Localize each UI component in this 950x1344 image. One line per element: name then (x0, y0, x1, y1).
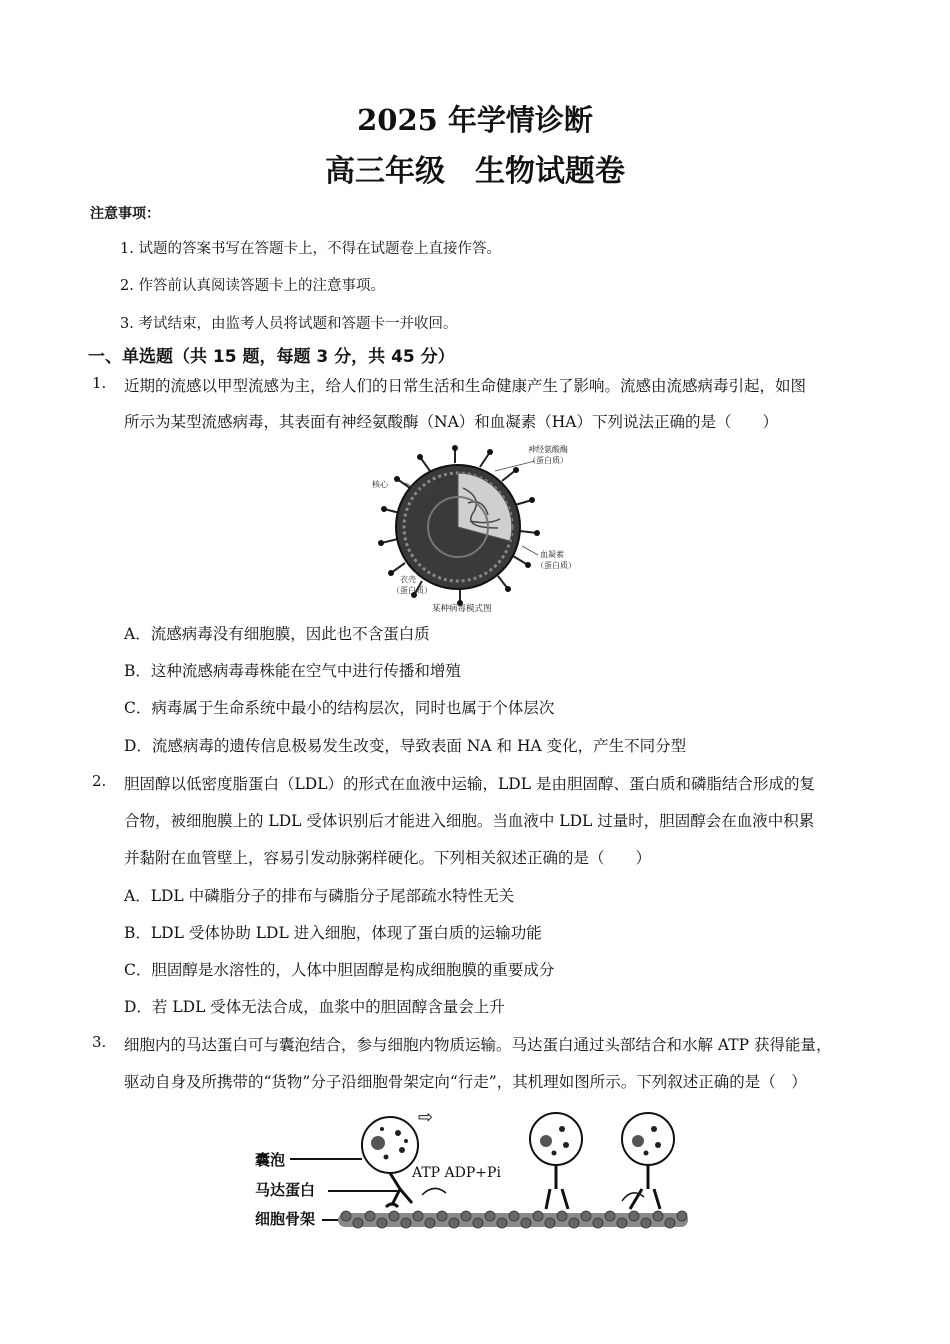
question-stem-line: 所示为某型流感病毒，其表面有神经氨酸酶（NA）和血凝素（HA）下列说法正确的是（ ） (124, 413, 778, 431)
exam-title-line1: 2025 年学情诊断 (357, 103, 593, 137)
question-stem-line: 近期的流感以甲型流感为主，给人们的日常生活和生命健康产生了影响。流感由流感病毒引起，如图 (124, 377, 807, 395)
notice-heading: 注意事项： (90, 206, 160, 222)
label-cytoskeleton: 细胞骨架 (255, 1210, 316, 1228)
virus-model-figure (360, 443, 590, 613)
question-stem-line: 合物，被细胞膜上的 LDL 受体识别后才能进入细胞。当血液中 LDL 过量时，胆固醇会在血液中积累 (124, 812, 815, 830)
label-vesicle: 囊泡 (255, 1151, 286, 1169)
question-stem-line: 并黏附在血管壁上，容易引发动脉粥样硬化。下列相关叙述正确的是（ ） (124, 849, 652, 867)
question-number: 1. (92, 374, 107, 392)
notice-item: 2. 作答前认真阅读答题卡上的注意事项。 (120, 278, 385, 294)
question-stem-line: 细胞内的马达蛋白可与囊泡结合，参与细胞内物质运输。马达蛋白通过头部结合和水解 ATP 获得能量， (124, 1036, 832, 1054)
notice-item: 3. 考试结束，由监考人员将试题和答题卡一并收回。 (120, 316, 458, 332)
notice-item: 1. 试题的答案书写在答题卡上，不得在试题卷上直接作答。 (120, 241, 501, 257)
option-d: D．流感病毒的遗传信息极易发生改变，导致表面 NA 和 HA 变化，产生不同分型 (124, 737, 687, 755)
label-neuraminidase-sub: （蛋白质） (528, 456, 568, 465)
option-a: A．流感病毒没有细胞膜，因此也不含蛋白质 (124, 625, 430, 643)
option-c: C．胆固醇是水溶性的，人体中胆固醇是构成细胞膜的重要成分 (124, 961, 555, 979)
label-motor-protein: 马达蛋白 (255, 1181, 316, 1199)
label-core: 核心 (372, 480, 388, 489)
question-stem-line: 驱动自身及所携带的“货物”分子沿细胞骨架定向“行走”，其机理如图所示。下列叙述正确的是（ ） (124, 1073, 807, 1091)
vesicle-3 (622, 1113, 674, 1209)
motor-protein-figure (250, 1105, 695, 1235)
figure-caption: 某种病毒模式图 (432, 604, 492, 613)
section-title: 一、单选题（共 15 题，每题 3 分，共 45 分） (88, 347, 455, 367)
question-number: 2. (92, 772, 107, 790)
option-b: B．这种流感病毒毒株能在空气中进行传播和增殖 (124, 662, 461, 680)
vesicle-1 (362, 1117, 446, 1207)
cytoskeleton-filament (338, 1211, 688, 1228)
exam-title-line2: 高三年级 生物试题卷 (325, 154, 625, 189)
option-d: D．若 LDL 受体无法合成，血浆中的胆固醇含量会上升 (124, 998, 505, 1016)
option-c: C．病毒属于生命系统中最小的结构层次，同时也属于个体层次 (124, 699, 555, 717)
label-hemagglutinin: 血凝素 (540, 550, 564, 559)
atp-reaction-label: ATP ADP+Pi (412, 1165, 501, 1181)
direction-arrow: ⇨ (418, 1107, 434, 1128)
option-b: B．LDL 受体协助 LDL 进入细胞，体现了蛋白质的运输功能 (124, 924, 542, 942)
label-capsid-sub: （蛋白质） (392, 586, 432, 595)
question-stem-line: 胆固醇以低密度脂蛋白（LDL）的形式在血液中运输，LDL 是由胆固醇、蛋白质和磷脂结合形成的复 (124, 775, 815, 793)
label-neuraminidase: 神经氨酸酶 (528, 445, 568, 454)
option-a: A．LDL 中磷脂分子的排布与磷脂分子尾部疏水特性无关 (124, 887, 515, 905)
label-capsid: 衣壳 (400, 575, 416, 584)
vesicle-2 (530, 1113, 582, 1209)
label-hemagglutinin-sub: （蛋白质） (536, 561, 576, 570)
question-number: 3. (92, 1033, 107, 1051)
